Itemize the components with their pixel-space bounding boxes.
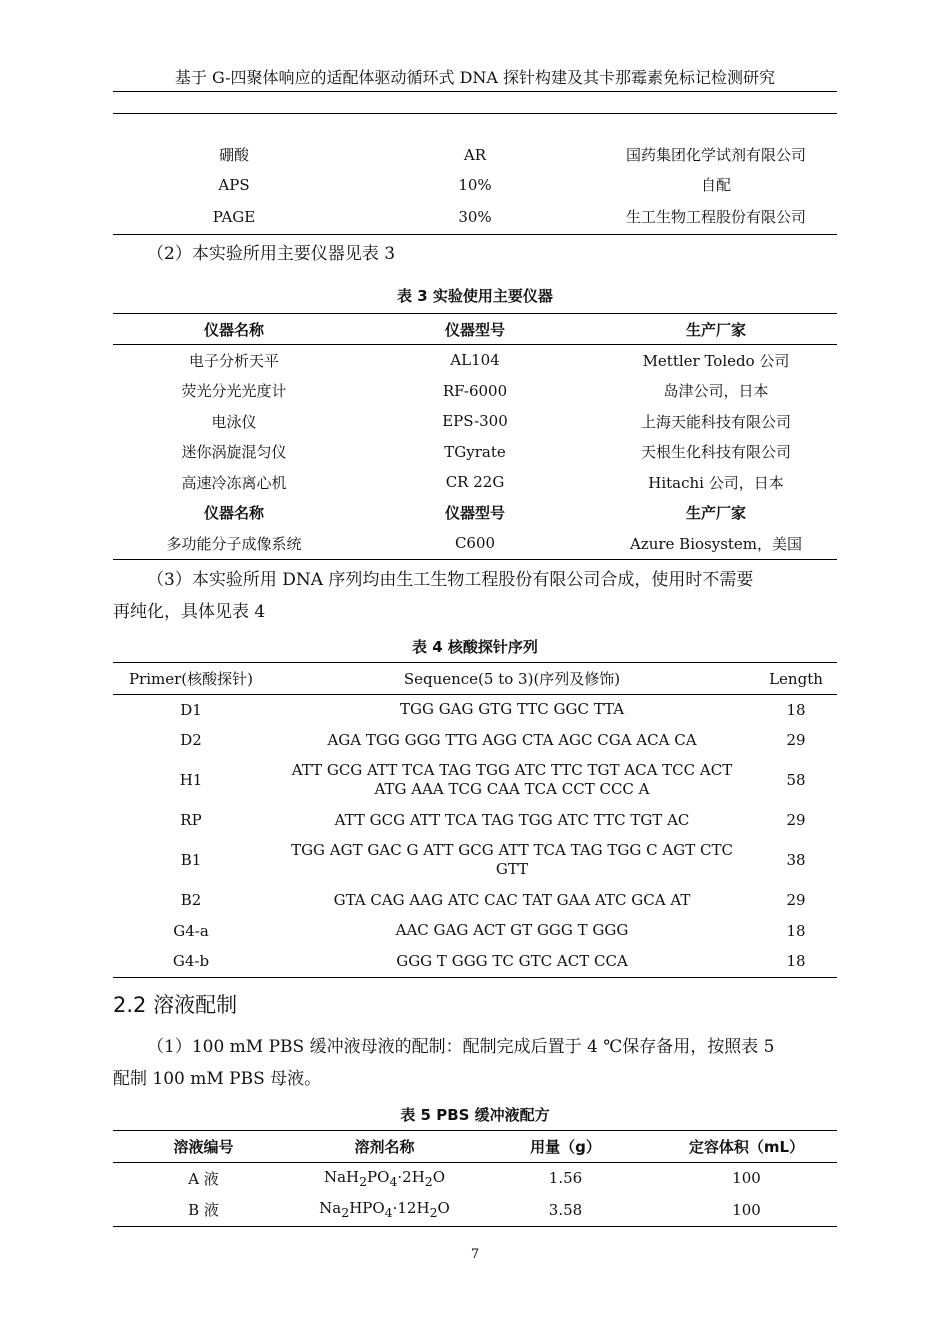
table-header-row: 溶液编号 溶剂名称 用量（g） 定容体积（mL） bbox=[113, 1131, 837, 1163]
table-row: B2 GTA CAG AAG ATC CAC TAT GAA ATC GCA AT 29 bbox=[180, 890, 806, 909]
table-row: B1 TGG AGT GAC G ATT GCG ATT TCA TAG TGG C AGT CTC GTT 38 bbox=[180, 841, 806, 878]
table-row: G4-b GGG T GGG TC GTC ACT CCA 18 bbox=[113, 946, 837, 978]
table-row: B 液 $Na_2HPO_4\cdot 12H_2O$ 3.58 100 bbox=[113, 1194, 837, 1227]
table-row: 电泳仪 EPS-300 上海天能科技有限公司 bbox=[211, 412, 791, 431]
formula: $NaH_2PO_4\cdot 2H_2O$ bbox=[323, 1167, 446, 1189]
table-row: A 液 $NaH_2PO_4\cdot 2H_2O$ 1.56 100 bbox=[113, 1163, 837, 1194]
table4-caption: 表 4 核酸探针序列 bbox=[412, 638, 538, 656]
table-row: APS 10% 自配 bbox=[218, 175, 731, 194]
table-row: G4-a AAC GAG ACT GT GGG T GGG 18 bbox=[173, 921, 806, 940]
table5 bbox=[113, 1130, 837, 1227]
table-row: 多功能分子成像系统 C600 Azure Biosystem，美国 bbox=[113, 528, 837, 560]
formula: $Na_2HPO_4\cdot 12H_2O$ bbox=[319, 1199, 450, 1221]
paragraph-dna: （3）本实验所用 DNA 序列均由生工生物工程股份有限公司合成，使用时不需要 再纯化，具体见表 4 bbox=[113, 570, 754, 622]
table-row: 高速冷冻离心机 CR 22G Hitachi 公司，日本 bbox=[181, 473, 784, 492]
section-heading: 2.2 溶液配制 bbox=[113, 993, 238, 1017]
table-row: D1 TGG GAG GTG TTC GGC TTA 18 bbox=[180, 700, 806, 719]
header-rule bbox=[113, 91, 837, 92]
table-row: PAGE 30% 生工生物工程股份有限公司 bbox=[113, 200, 837, 235]
table-row: 荧光分光光度计 RF-6000 岛津公司，日本 bbox=[181, 381, 769, 400]
table-row: D2 AGA TGG GGG TTG AGG CTA AGC CGA ACA CA 29 bbox=[180, 730, 806, 749]
table5-caption: 表 5 PBS 缓冲液配方 bbox=[400, 1106, 550, 1124]
table-header-row: Primer(核酸探针) Sequence(5 to 3)(序列及修饰) Length bbox=[113, 663, 837, 695]
running-header: 基于 G-四聚体响应的适配体驱动循环式 DNA 探针构建及其卡那霉素免标记检测研究 bbox=[174, 68, 776, 87]
paragraph-instruments: （2）本实验所用主要仪器见表 3 bbox=[147, 244, 396, 264]
table-row: 电子分析天平 AL104 Mettler Toledo 公司 bbox=[188, 351, 790, 370]
table3-caption: 表 3 实验使用主要仪器 bbox=[397, 287, 553, 305]
table3 bbox=[113, 313, 837, 560]
table-row: H1 ATT GCG ATT TCA TAG TGG ATC TTC TGT ACA TCC ACT ATG AAA TCG CAA TCA CCT CCC A 58 bbox=[179, 761, 806, 798]
table-repeat-header-row: 仪器名称 仪器型号 生产厂家 bbox=[203, 504, 746, 522]
table2-continued bbox=[113, 113, 837, 235]
paragraph-pbs: （1）100 mM PBS 缓冲液母液的配制：配制完成后置于 4 ℃保存备用，按照表 5 配制 100 mM PBS 母液。 bbox=[113, 1037, 775, 1089]
table-header-row: 仪器名称 仪器型号 生产厂家 bbox=[113, 314, 837, 345]
table-row: 迷你涡旋混匀仪 TGyrate 天根生化科技有限公司 bbox=[181, 442, 791, 461]
table4 bbox=[113, 662, 837, 978]
table-row: RP ATT GCG ATT TCA TAG TGG ATC TTC TGT AC 29 bbox=[180, 810, 806, 829]
page-number: 7 bbox=[470, 1247, 480, 1262]
table-row: 硼酸 AR 国药集团化学试剂有限公司 bbox=[218, 145, 806, 164]
